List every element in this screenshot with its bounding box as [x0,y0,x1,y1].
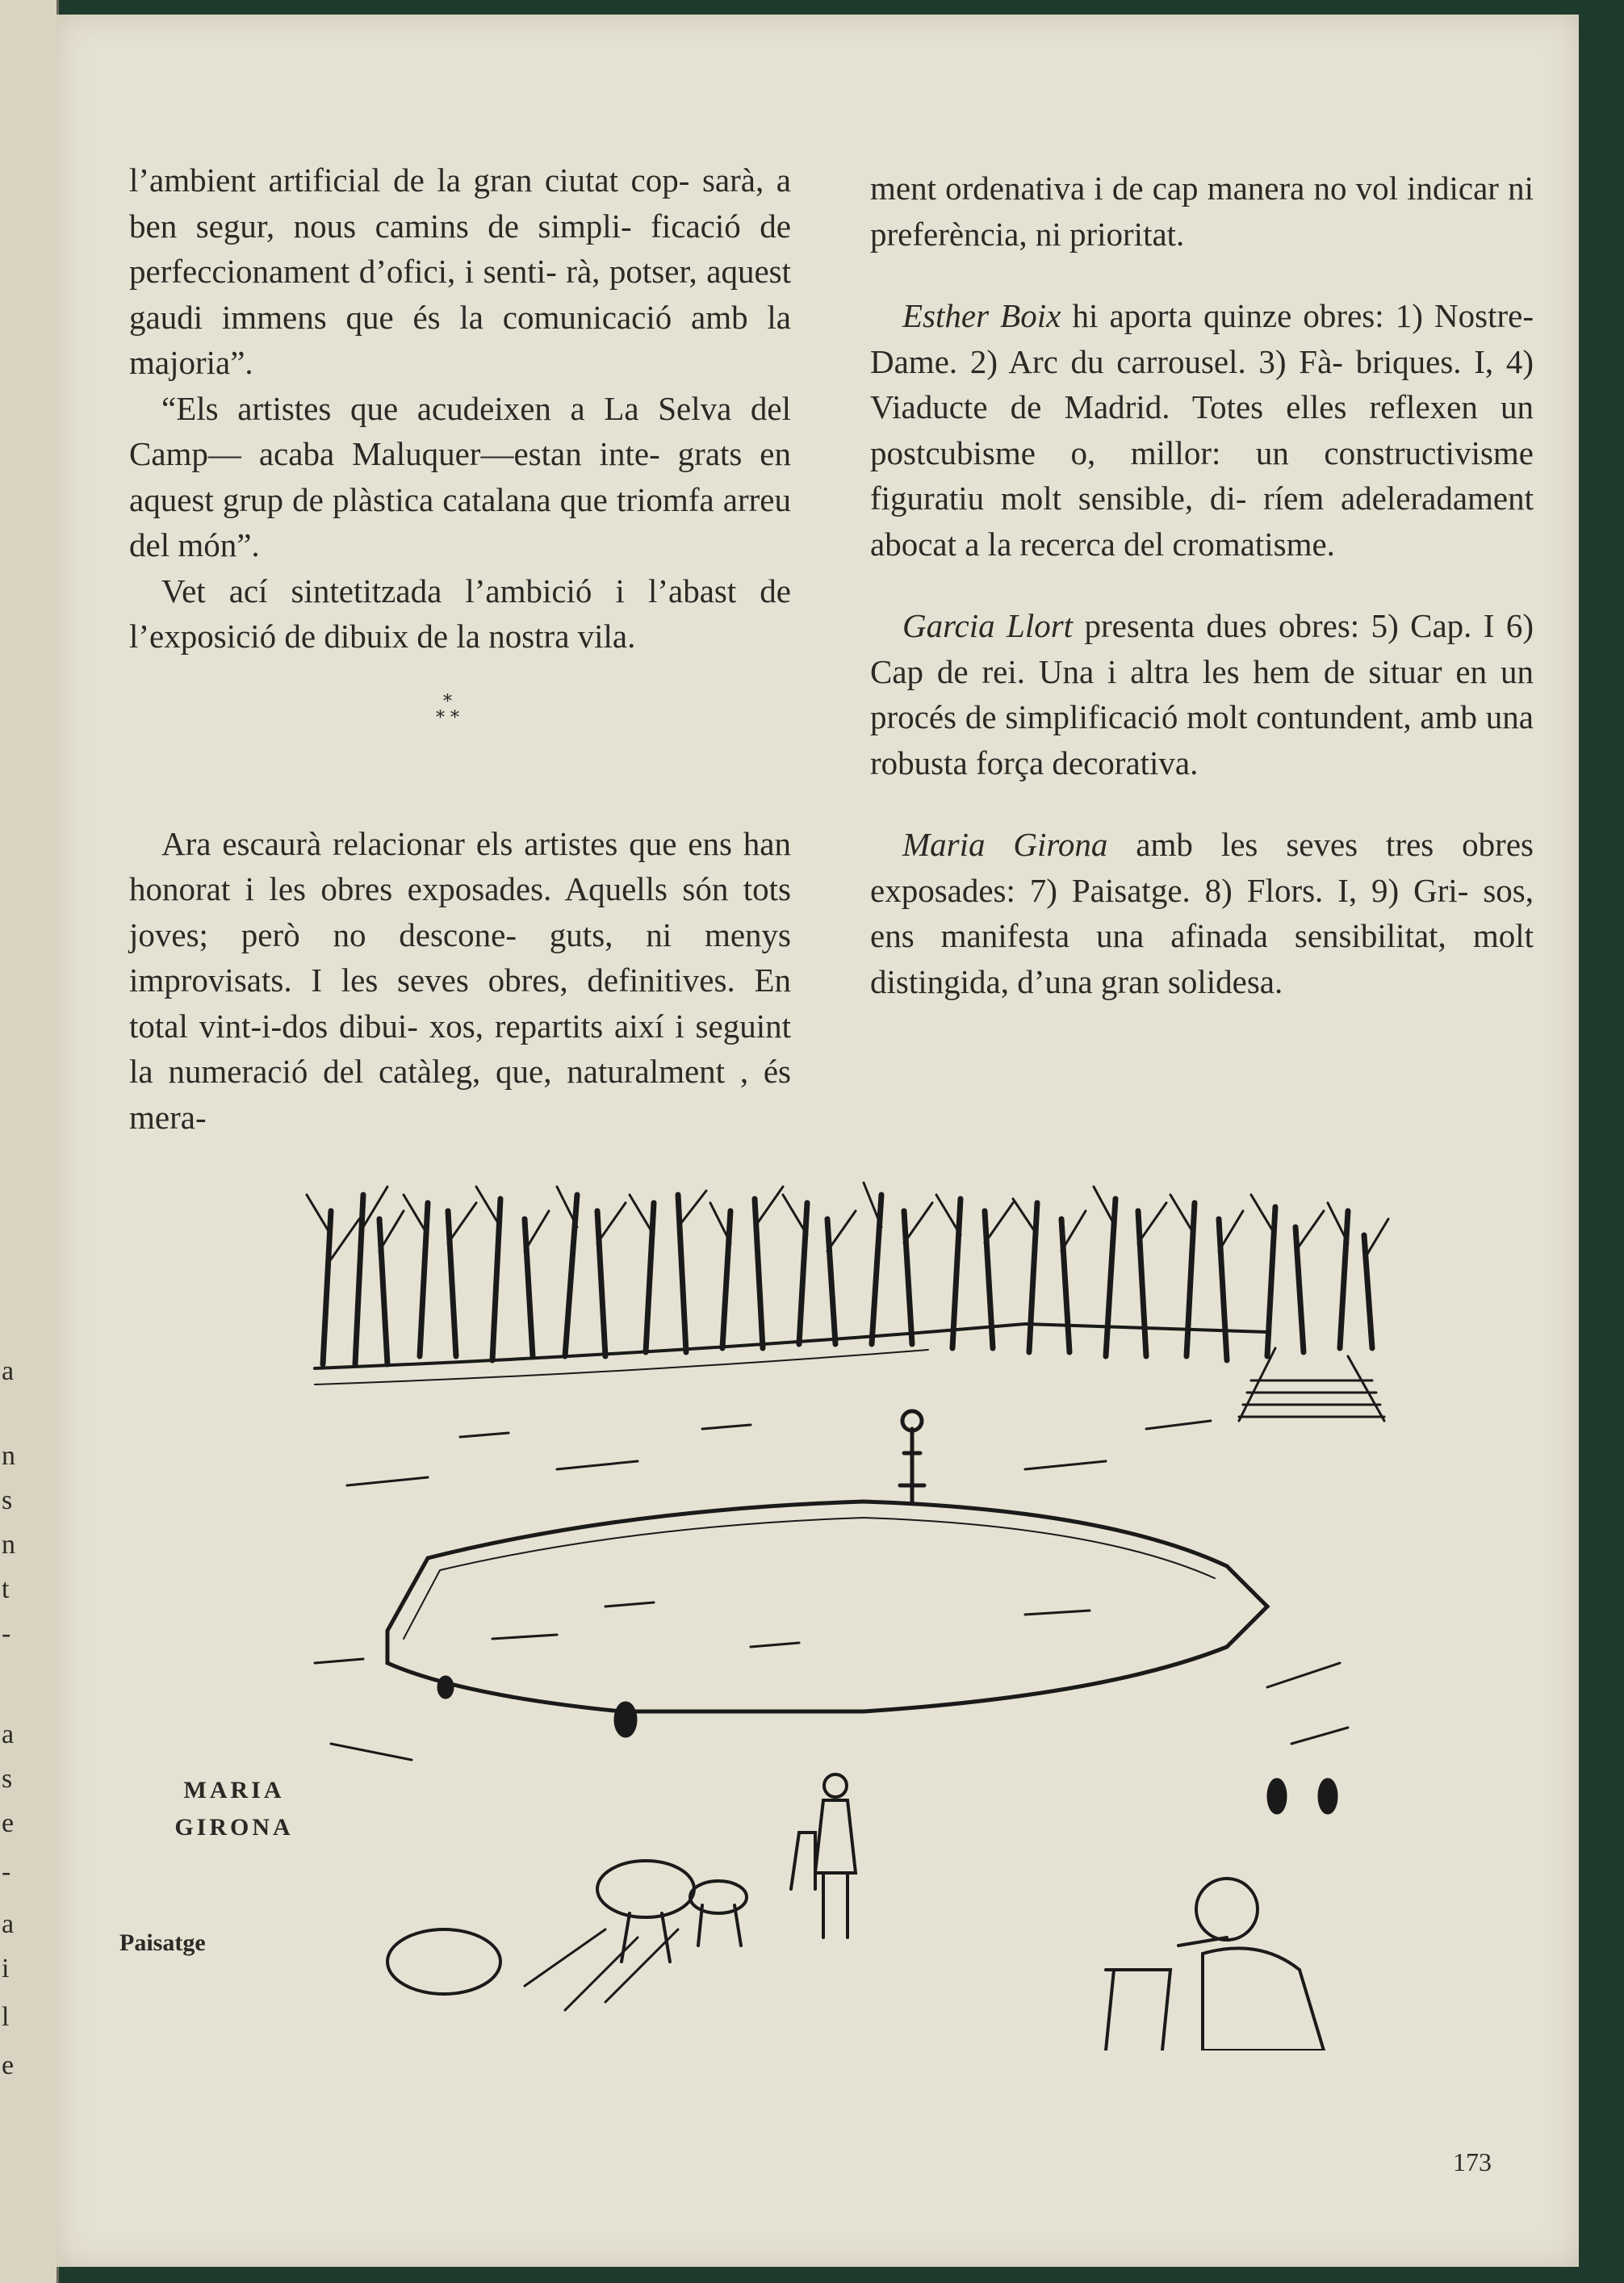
page-number: 173 [1453,2147,1492,2176]
left-text-column [129,157,791,1140]
margin-letter: a [2,1720,15,1749]
park-sketch-illustration [299,1162,1501,2051]
standing-couple [791,1774,856,1937]
adjacent-page-edge [0,0,59,2283]
margin-letter: i [2,1954,10,1983]
paragraph: Ara escaurà relacionar els artistes que ens han honorat i les obres exposades. Aquells són tots joves; però no descone- guts, ni menys improvisats. I les seves obres, definitives. En total vint-i-dos dibui- xos, repartits així i seguint la numeració del catàleg, que, naturalment , és mera- [129,824,791,1136]
illustration-title-caption: Paisatge [119,1929,206,1956]
paragraph [870,293,1534,567]
margin-letter: t [2,1574,10,1604]
paragraph-text: hi aporta quinze obres: 1) Nostre-Dame. 2) Arc du carrousel. 3) Fà- briques. I, 4) Viaducte de Madrid. Totes elles reflexen un postcubisme o, millor: un constructivisme figuratiu molt sensible, di- ríem adeleradament abocat a la recerca del cromatisme. [870,297,1534,563]
artist-name: Garcia Llort [902,607,1074,644]
paragraph: “Els artistes que acudeixen a La Selva del Camp— acaba Maluquer—estan inte- grats en aquest grup de plàstica catalana que triomfa arreu del món”. [129,389,791,563]
margin-letter: n [2,1530,15,1560]
margin-letter: a [2,1909,15,1939]
artist-caption-line: GIRONA [174,1814,294,1841]
paragraph: ment ordenativa i de cap manera no vol indicar ni preferència, ni prioritat. [870,170,1534,253]
paragraph: Vet ací sintetitzada l’ambició i l’abast de l’exposició de dibuix de la nostra vila. [129,572,791,655]
artist-caption-line: MARIA [183,1777,285,1803]
section-separator-asterisks: * * * [436,692,459,728]
paragraph: l’ambient artificial de la gran ciutat cop- sarà, a ben segur, nous camins de simpli- ficació de perfeccionament d’ofici, i senti- rà, potser, aquest gaudi immens que és la comunicació amb la majoria”. [129,161,791,381]
right-text-column [870,165,1534,1004]
margin-letter: a [2,1356,15,1386]
artist-name: Maria Girona [902,826,1108,863]
paragraph [870,603,1534,785]
margin-letter: - [2,1857,11,1887]
margin-letter: s [2,1764,13,1794]
artist-name: Esther Boix [902,297,1061,334]
paragraph [870,822,1534,1004]
tree-branches [307,1183,1388,1259]
paragraph-text: amb les seves tres obres exposades: 7) Paisatge. 8) Flors. I, 9) Gri- sos, ens manifesta una afinada sensibilitat, molt distingida, d’una gran solidesa. [870,826,1534,1000]
margin-letter: e [2,1808,15,1838]
margin-letter: n [2,1441,15,1471]
illustration-artist-caption [153,1772,315,1846]
margin-letter: s [2,1485,13,1515]
margin-letter: - [2,1619,11,1648]
margin-letter: l [2,2002,10,2032]
margin-letter: e [2,2051,15,2080]
seated-man [1106,1879,1324,2051]
cafe-table [387,1861,747,1994]
paragraph-text: presenta dues obres: 5) Cap. I 6) Cap de rei. Una i altra les hem de situar en un procés de simplificació molt contundent, amb una robusta força decorativa. [870,607,1534,781]
people-figures [439,1678,1336,1812]
fountain-statue [900,1411,924,1502]
